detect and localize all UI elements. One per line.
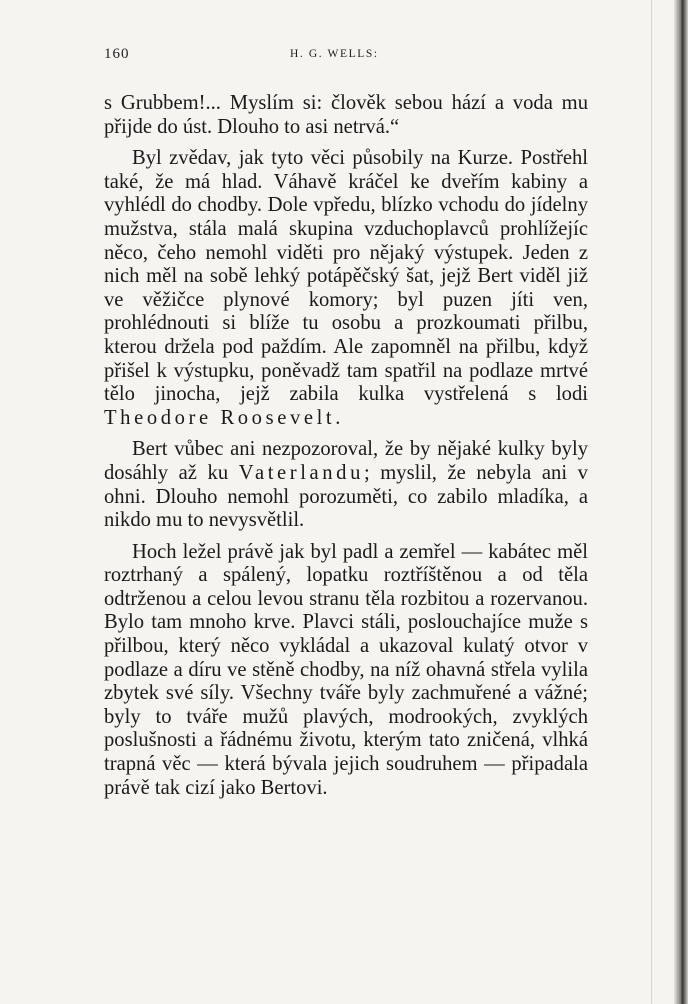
ship-name-theodore-roosevelt: Theodore Roosevelt [104,406,336,429]
paragraph-1: s Grubbem!... Myslím si: člověk sebou hází a voda mu přijde do úst. Dlouho to asi netrvá.“ [104,92,588,138]
page-fold-line [651,0,652,1004]
body-text [104,92,588,800]
page-number: 160 [104,46,130,62]
paragraph-3-text-b: ; myslil, že nebyla ani v ohni. Dlouho nemohl porozuměti, co zabilo mladíka, a nikdo mu to nevysvětlil. [104,461,588,532]
page-edge-shadow [674,0,688,1004]
paragraph-3-text-a: Bert vůbec ani nezpozoroval, že by nějaké kulky byly dosáhly až ku [104,438,588,484]
paragraph-2-text-a: Byl zvědav, jak tyto věci působily na Kurze. Postřehl také, že má hlad. Váhavě kráčel ke dveřím kabiny a vyhlédl do chodby. Dole vpředu, blízko vchodu do jídelny mužstva, stála malá skupina vzduchoplavců prohlížejíc něco, čeho nemohl viděti pro nějaký výstupek. Jeden z nich měl na sobě lehký potápěčský šat, jejž Bert viděl již ve věžičce plynové komory; byl puzen jíti ven, prohlédnouti si blíže tu osobu a prozkoumati přilbu, kterou držela pod paždím. Ale zapomněl na přilbu, když přišel k výstupku, poněvadž tam spatřil na podlaze mrtvé tělo jinocha, jejž zabila kulka vystřelená s lodi [104,147,588,406]
paragraph-2-text-b: . [335,406,341,429]
paragraph-3 [104,438,588,532]
paragraph-4: Hoch ležel právě jak byl padl a zemřel — kabátec měl roztrhaný a spálený, lopatku roztříštěnou a od těla odtrženou a celou levou stranu těla rozbitou a rozervanou. Bylo tam mnoho krve. Plavci stáli, poslouchajíce muže s přilbou, který něco vykládal a ukazoval kulatý otvor v podlaze a díru ve stěně chodby, na níž ohavná střela vylila zbytek své síly. Všechny tváře byly zachmuřené a vážné; byly to tváře mužů plavých, modrookých, zvyklých poslušnosti a řádnému životu, kterým tato zničená, vlhká trapná věc — která bývala jejich soudruhem — připadala právě tak cizí jako Bertovi. [104,540,588,799]
page-header [0,46,640,66]
ship-name-vaterland: Vaterlandu [238,461,364,484]
running-head: H. G. WELLS: [290,48,379,60]
paragraph-2 [104,147,588,430]
